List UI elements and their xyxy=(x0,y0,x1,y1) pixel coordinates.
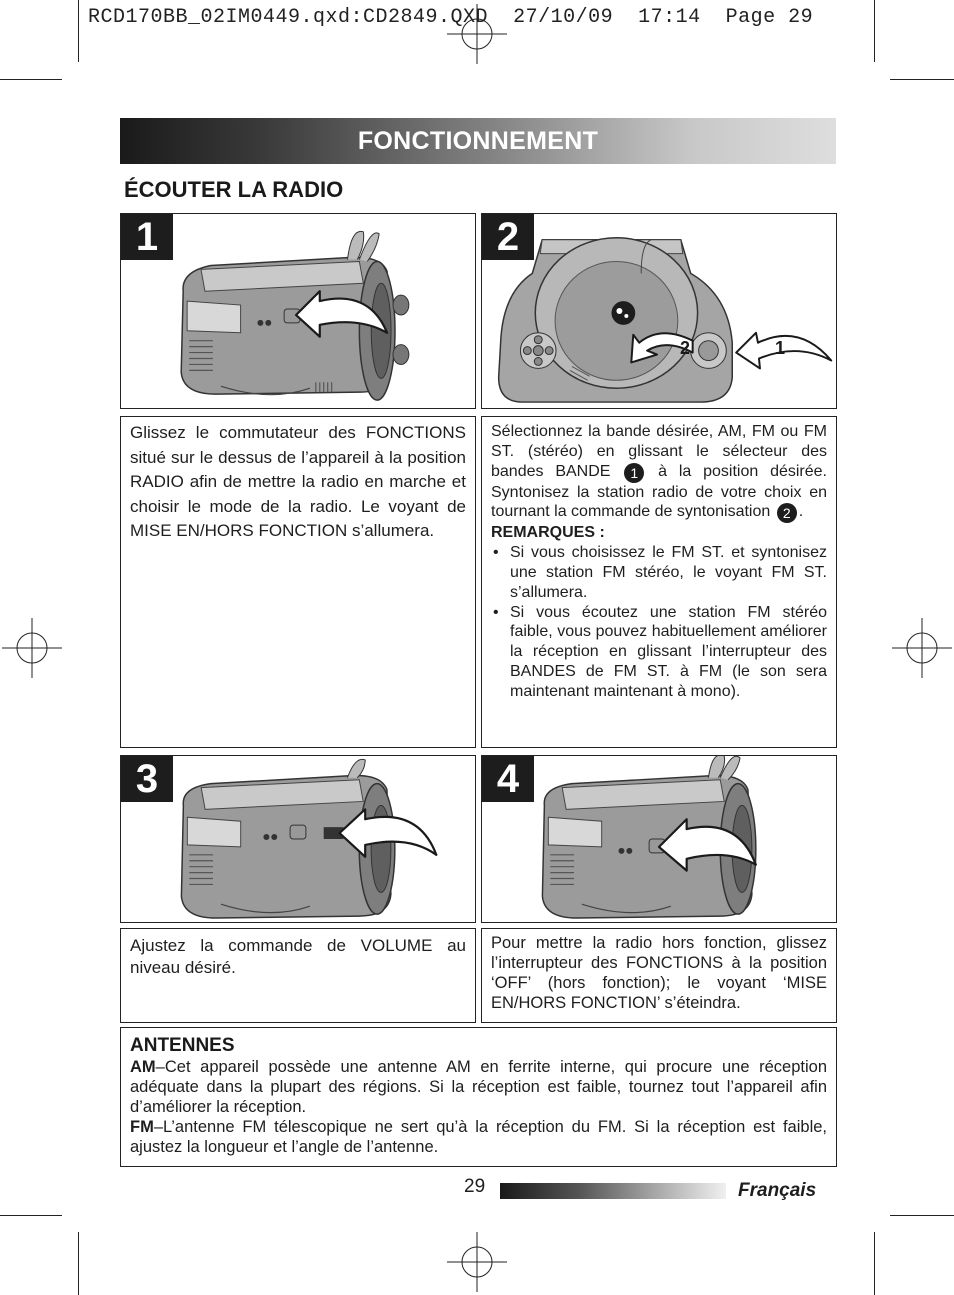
registration-mark-right xyxy=(892,618,952,678)
crop-mark xyxy=(890,1215,954,1216)
note-item: • Si vous écoutez une station FM stéréo faible, vous pouvez habituellement améliorer la réception en glissant l’interrupteur des BANDES de FM ST. à FM (le son sera maintenant maintenant à mono). xyxy=(491,603,827,702)
boombox-side-view-illustration xyxy=(121,214,475,408)
step-3-instructions xyxy=(120,928,476,1023)
step-number-badge: 1 xyxy=(121,214,173,260)
am-text: –Cet appareil possède une antenne AM en ferrite interne, qui procure une réception adéquate dans la plupart des régions. Si la réception est faible, tournez tout l’appareil afin d’améliorer la réception. xyxy=(130,1058,827,1116)
antennas-am-paragraph xyxy=(130,1057,827,1117)
registration-mark-left xyxy=(2,618,62,678)
am-label: AM xyxy=(130,1058,156,1076)
boombox-top-view-illustration xyxy=(482,214,836,408)
antennas-section xyxy=(120,1027,837,1167)
note-item: • Si vous choisissez le FM ST. et syntonisez une station FM stéréo, le voyant FM ST. s’allumera. xyxy=(491,543,827,602)
step-2-text xyxy=(491,422,827,523)
step-number-badge: 4 xyxy=(482,756,534,802)
callout-badge: 2 xyxy=(777,503,797,523)
crop-mark xyxy=(78,1232,79,1295)
antennas-heading: ANTENNES xyxy=(130,1035,235,1056)
registration-mark-bottom xyxy=(447,1232,507,1292)
section-banner xyxy=(120,118,836,164)
step-2-illustration-panel xyxy=(481,213,837,409)
crop-mark xyxy=(0,1215,62,1216)
step-1-text: Glissez le commutateur des FONCTIONS situé sur le dessus de l’appareil à la position RADIO afin de mettre la radio en marche et choisir le mode de la radio. Le voyant de MISE EN/HORS FONCTION s’allumera. xyxy=(130,423,466,540)
step-4-instructions xyxy=(481,928,837,1023)
boombox-side-view-illustration xyxy=(121,756,475,922)
banner-title: FONCTIONNEMENT xyxy=(357,127,599,155)
crop-mark xyxy=(0,79,62,80)
crop-mark xyxy=(874,0,875,62)
print-slug-line: RCD170BB_02IM0449.qxd:CD2849.QXD 27/10/09 17:14 Page 29 xyxy=(88,6,814,29)
step-3-illustration-panel xyxy=(120,755,476,923)
step-2-instructions xyxy=(481,416,837,748)
section-title: ÉCOUTER LA RADIO xyxy=(124,177,344,202)
step-1-illustration-panel xyxy=(120,213,476,409)
notes-heading: REMARQUES : xyxy=(491,524,605,542)
callout-label: 1 xyxy=(775,338,786,358)
page-number: 29 xyxy=(464,1176,486,1197)
crop-mark xyxy=(78,0,79,62)
step-2-text-part-3: . xyxy=(798,503,804,521)
language-label: Français xyxy=(738,1180,817,1201)
step-3-text: Ajustez la commande de VOLUME au niveau désiré. xyxy=(130,936,466,977)
fm-label: FM xyxy=(130,1118,154,1136)
registration-mark-top xyxy=(447,4,507,64)
callout-label: 2 xyxy=(680,338,691,358)
step-4-text: Pour mettre la radio hors fonction, glissez l’interrupteur des FONCTIONS à la position ‘OFF’ (hors fonction); le voyant ‘MISE EN/HORS FONCTION’ s’éteindra. xyxy=(491,934,827,1012)
step-number-badge: 2 xyxy=(482,214,534,260)
step-2-text-part-1: Sélectionnez la bande désirée, AM, FM ou FM ST. (stéréo) en glissant le sélecteur des bandes BANDE xyxy=(491,423,827,480)
crop-mark xyxy=(890,79,954,80)
boombox-side-view-illustration xyxy=(482,756,836,922)
step-1-instructions xyxy=(120,416,476,748)
step-4-illustration-panel xyxy=(481,755,837,923)
notes-list xyxy=(491,543,827,701)
footer-gradient-bar xyxy=(500,1183,726,1199)
fm-text: –L’antenne FM télescopique ne sert qu’à la réception du FM. Si la réception est faible, ajustez la longueur et l’angle de l’antenne. xyxy=(130,1118,827,1156)
antennas-fm-paragraph xyxy=(130,1117,827,1157)
callout-badge: 1 xyxy=(624,463,644,483)
step-2-text-part-2: à la position désirée. Syntonisez la station radio de votre choix en tournant la commande de syntonisation xyxy=(491,462,828,521)
crop-mark xyxy=(874,1232,875,1295)
step-number-badge: 3 xyxy=(121,756,173,802)
